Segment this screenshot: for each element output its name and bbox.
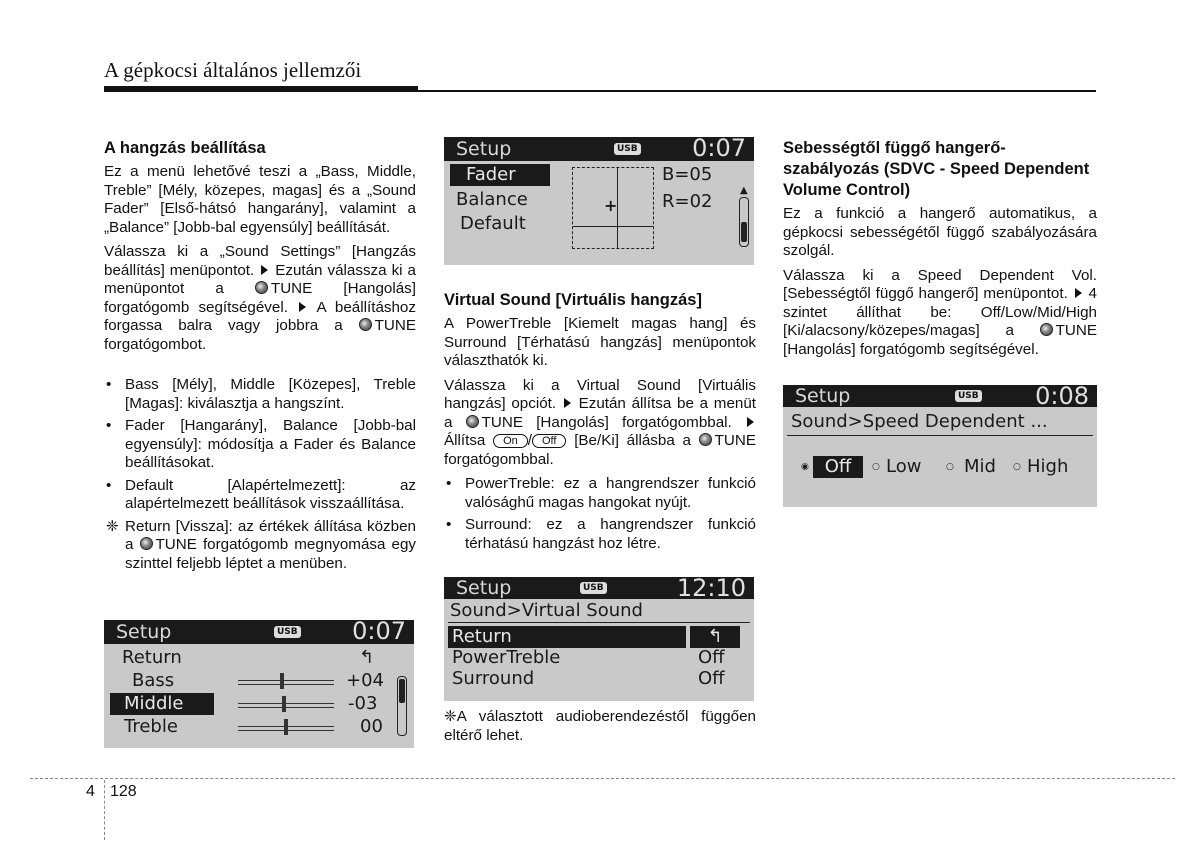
tune-knob-icon (359, 318, 372, 331)
screen-time: 0:07 (352, 620, 406, 645)
menu-item-powertreble: PowerTreble (452, 647, 561, 668)
scrollbar (397, 676, 407, 736)
note-audio-device (444, 708, 756, 751)
text: Válassza ki a „Sound Settings” [Hangzás beállítás] menüpontot. (104, 243, 416, 279)
screen-fader-balance (444, 137, 754, 265)
slider-thumb (280, 673, 284, 689)
text: Válassza ki a Speed Dependent Vol. [Sebességtől függő hangerő] menüpontot. (783, 266, 1097, 302)
on-button-icon: On (493, 434, 528, 448)
screen-title: Setup (456, 577, 512, 599)
divider (787, 435, 1093, 436)
paragraph-intro: Ez a funkció a hangerő automatikus, a gépkocsi sebességétől függő szabályozására szolgál. (783, 205, 1097, 259)
section-heading-sound-settings: A hangzás beállítása (104, 139, 266, 157)
menu-item-balance: Balance (456, 189, 528, 210)
screen-sound-eq (104, 620, 414, 748)
note-item (104, 518, 416, 574)
header-rule-thin (418, 90, 1096, 92)
menu-item-return: Return (122, 647, 182, 668)
arrow-icon (261, 265, 268, 275)
note-symbol: ❈ (106, 517, 119, 535)
footer-vertical-divider (104, 780, 105, 840)
text: Surround: ez a hangrendszer funkció térhatású hangzást hoz létre. (465, 516, 756, 552)
treble-slider (238, 726, 334, 731)
radio-icon: ○ (1013, 462, 1021, 472)
bass-value: +04 (346, 670, 384, 691)
screen-time: 0:07 (692, 137, 746, 162)
radio-selected-icon: ◉ (801, 462, 809, 472)
bullet-list (444, 475, 756, 553)
screen-title: Setup (456, 138, 512, 160)
list-item: • Fader [Hangarány], Balance [Jobb-bal egyensúly]: módosítja a Fader és Balance beállításokat. (106, 417, 416, 471)
menu-item-return: Return (448, 626, 686, 648)
option-mid: Mid (964, 456, 996, 477)
paragraph-instructions (783, 267, 1097, 360)
surround-value: Off (698, 668, 725, 689)
position-cross-icon: + (604, 196, 618, 215)
screen-time: 0:08 (1035, 385, 1089, 410)
section-heading-virtual-sound: Virtual Sound [Virtuális hangzás] (444, 291, 702, 309)
column-sound-settings (104, 138, 416, 577)
text: Default [Alapértelmezett]: az alapértelmezett beállítások visszaállítása. (125, 476, 416, 512)
scroll-up-icon: ▲ (740, 185, 748, 196)
usb-icon: USB (955, 390, 982, 402)
text: Állítsa (444, 432, 486, 449)
scrollbar (739, 197, 749, 247)
divider (448, 622, 750, 623)
screen-header (783, 385, 1097, 410)
screen-title: Setup (116, 621, 172, 643)
scrollbar-thumb (741, 222, 747, 242)
header-rule-thick (104, 86, 418, 92)
menu-item-treble: Treble (124, 716, 178, 737)
scrollbar-thumb (399, 679, 405, 703)
bass-slider (238, 680, 334, 685)
text: Ezután állítsa be a menüt a (444, 395, 756, 431)
arrow-icon (299, 302, 306, 312)
list-item: • Surround: ez a hangrendszer funkció térhatású hangzást hoz létre. (446, 516, 756, 552)
text: Bass [Mély], Middle [Közepes], Treble [Magas]: kiválasztja a hangszínt. (125, 376, 416, 412)
option-low: Low (886, 456, 922, 477)
fader-value: B=05 (662, 164, 713, 185)
screen-header (444, 137, 754, 161)
paragraph-intro: A PowerTreble [Kiemelt magas hang] és Surround [Térhatású hangzás] menüpontok választhatók ki. (444, 315, 756, 369)
treble-value: 00 (360, 716, 383, 737)
bullet-list (104, 376, 416, 573)
text: TUNE [Hangolás] forgatógombbal. (481, 413, 732, 431)
text: Válassza ki a Virtual Sound [Virtuális hangzás] opciót. (444, 376, 756, 412)
paragraph-instructions (104, 243, 416, 354)
list-item: • Default [Alapértelmezett]: az alapértelmezett beállítások visszaállítása. (106, 476, 416, 512)
page-number: 128 (110, 783, 137, 800)
screen-header (104, 620, 414, 644)
tune-knob-icon (140, 537, 153, 550)
screen-breadcrumb: Sound>Speed Dependent ... (791, 411, 1048, 432)
powertreble-value: Off (698, 647, 725, 668)
paragraph-intro: Ez a menü lehetővé teszi a „Bass, Middle, Treble” [Mély, közepes, magas] és a „Sound Fader” [Első-hátsó hangarány], valamint a „Balance” [Jobb-bal egyensúly] beállítását. (104, 163, 416, 236)
usb-icon: USB (274, 626, 301, 638)
chapter-number: 4 (86, 783, 95, 800)
usb-icon: USB (580, 582, 607, 594)
screen-header (444, 577, 754, 602)
text: PowerTreble: ez a hangrendszer funkció valósághű magas hangokat nyújt. (465, 475, 756, 511)
text: 4 szintet állíthat be: Off/Low/Mid/High [Ki/alacsony/közepes/magas] a (783, 285, 1097, 339)
grid-horizontal-line (573, 226, 653, 227)
paragraph-instructions: Válassza ki a Virtual Sound [Virtuális hangzás] opciót. Ezután állítsa be a menüt a TUNE [Hangolás] forgatógombbal. Állítsa On / Off [Be/Ki] állásba a TUNE forgatógombbal. (444, 376, 756, 468)
column-virtual-sound (444, 290, 756, 557)
footer-divider (30, 778, 1175, 779)
column-sdvc (783, 138, 1097, 365)
tune-knob-icon (255, 281, 268, 294)
radio-icon: ○ (872, 462, 880, 472)
usb-icon: USB (614, 143, 641, 155)
tune-knob-icon (1040, 323, 1053, 336)
arrow-icon (564, 398, 571, 408)
fader-balance-grid (572, 167, 654, 249)
option-high: High (1027, 456, 1069, 477)
slider-thumb (282, 696, 286, 712)
text: Return [Vissza]: az értékek állítása közben a (125, 517, 416, 553)
middle-value: -03 (348, 693, 378, 714)
text: TUNE forgatógombot. (104, 317, 416, 353)
screen-virtual-sound (444, 577, 754, 701)
text: TUNE forgatógomb megnyomása egy szinttel feljebb léptet a menüben. (125, 536, 416, 572)
text: TUNE [Hangolás] forgatógomb segítségével. (783, 322, 1097, 358)
list-item: • Bass [Mély], Middle [Közepes], Treble [Magas]: kiválasztja a hangszínt. (106, 376, 416, 412)
text: [Be/Ki] állásba a (574, 432, 691, 449)
text: TUNE [Hangolás] forgatógomb segítségével. (104, 280, 416, 316)
menu-item-fader: Fader (450, 164, 550, 186)
screen-time: 12:10 (676, 577, 746, 602)
off-button-icon: Off (532, 434, 566, 448)
note-paragraph (444, 708, 756, 745)
return-icon: ↰ (359, 647, 375, 668)
note-symbol: ❈ (444, 708, 457, 725)
menu-item-surround: Surround (452, 668, 535, 689)
section-heading-sdvc: Sebességtől függő hangerő-szabályozás (SDVC - Speed Dependent Volume Control) (783, 139, 1090, 199)
arrow-icon (1075, 288, 1082, 298)
text: Fader [Hangarány], Balance [Jobb-bal egyensúly]: módosítja a Fader és Balance beállításokat. (125, 417, 416, 471)
text: A beállításhoz forgassa balra vagy jobbra a (104, 298, 416, 334)
balance-value: R=02 (662, 191, 713, 212)
menu-item-middle: Middle (110, 693, 214, 715)
text: TUNE forgatógombbal. (444, 432, 756, 468)
screen-speed-dependent (783, 385, 1097, 507)
tune-knob-icon (699, 433, 712, 446)
radio-icon: ○ (946, 462, 954, 472)
slider-thumb (284, 719, 288, 735)
screen-breadcrumb: Sound>Virtual Sound (450, 600, 643, 621)
page-header-title: A gépkocsi általános jellemzői (104, 58, 362, 82)
tune-knob-icon (466, 415, 479, 428)
option-off: Off (813, 456, 863, 478)
arrow-icon (747, 417, 754, 427)
middle-slider (238, 703, 334, 708)
menu-item-default: Default (460, 213, 526, 234)
return-icon: ↰ (690, 626, 740, 648)
list-item: • PowerTreble: ez a hangrendszer funkció valósághű magas hangokat nyújt. (446, 475, 756, 511)
text: A választott audioberendezéstől függően eltérő lehet. (444, 708, 756, 744)
screen-title: Setup (795, 385, 851, 407)
text: Ezután válassza ki a menüpontot a (104, 261, 416, 297)
menu-item-bass: Bass (132, 670, 175, 691)
